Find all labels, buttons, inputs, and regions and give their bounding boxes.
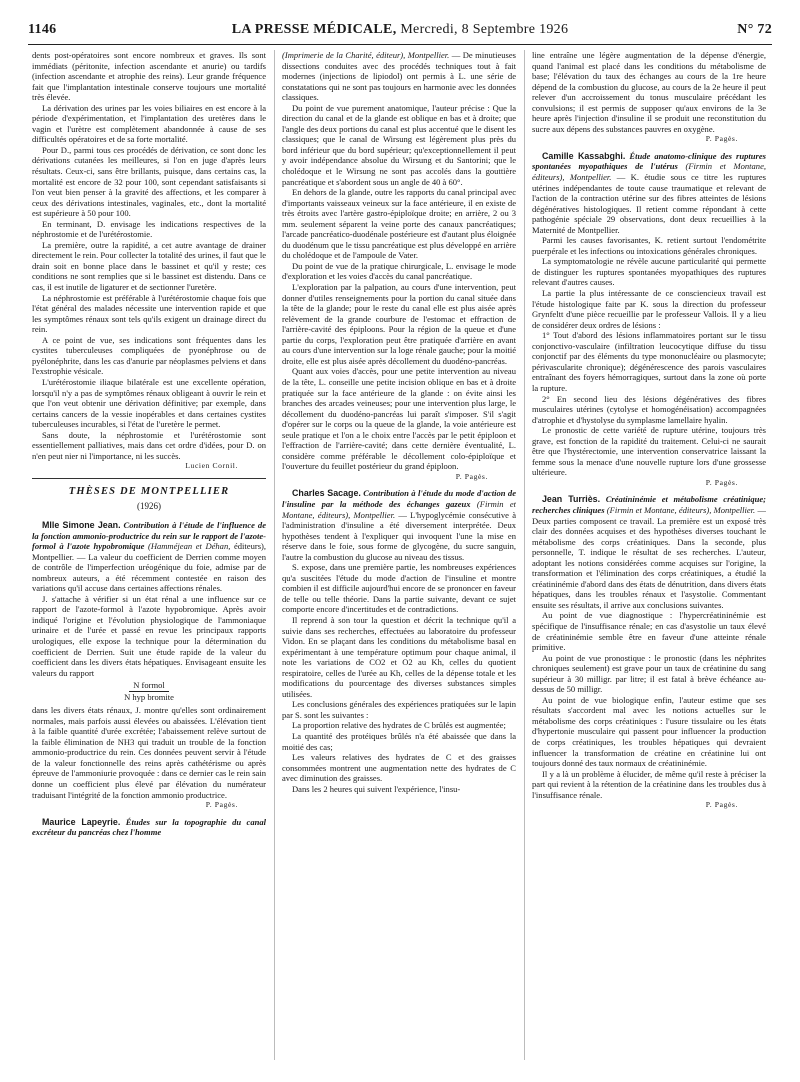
paragraph: Les conclusions générales des expériences pratiquées sur le lapin par S. sont les suivantes :: [282, 699, 516, 720]
paragraph: Au point de vue pronostique : le pronostic (dans les néphrites chroniques seulement) est grave pour un taux de créatinine du sang supérieur à 30 milligr. par litre; il est fatal à brève échéance au-dessus de 50 milligr.: [532, 652, 766, 695]
paragraph: La quantité des protéiques brûlés n'a été abaissée que dans la moitié des cas;: [282, 731, 516, 752]
thesis-publisher: (Imprimerie de la Charité, éditeur), Montpellier.: [282, 50, 450, 60]
header-rule: [28, 44, 772, 45]
thesis-entry: [32, 520, 266, 594]
paragraph: Il reprend à son tour la question et décrit la technique qu'il a suivie dans ses recherches, effectuées au laboratoire du professeur Vidon. En se plaçant dans les conditions du métabolisme basal en expérimentant à une température optimum pour chaque animal, il note les variations de CO2 et O2 au Kh, celles du quotient respiratoire, celles de l'urée au Kh, celles de la dépense totale et les modifications du pourcentage des diverses substances simples utilisées.: [282, 614, 516, 699]
column-right: [532, 50, 766, 1060]
thesis-author: Jean Turriès.: [542, 494, 601, 505]
thesis-author: Maurice Lapeyrie.: [42, 816, 121, 827]
issue-number: N° 72: [737, 22, 772, 37]
signature: P. Pagès.: [705, 134, 738, 144]
thesis-title: Créatininémie et métabolisme créatinique; recherches cliniques: [532, 494, 766, 515]
issue-date: Mercredi, 8 Septembre 1926: [400, 22, 569, 37]
column-middle: [282, 50, 516, 1060]
paragraph: L'exploration par la palpation, au cours d'une intervention, peut donner d'utiles renseignements pour la portion du canal située dans la tête de la glande; pour le reste du canal elle est plus aisée après relèvement de la grande courbure de l'estomac et effraction de l'arrière-cavité des épiploons. Pour la région de la queue et d'une partie du corps, l'exploration peut être pratiquée d'arrière en avant au cours d'une intervention sur la loge rénale gauche; pour la moitié droite, elle est plus aisée après décollement du duodéno-pancréas.: [282, 282, 516, 366]
paragraph: La partie la plus intéressante de ce consciencieux travail est l'étude histologique faite par K. sous la direction du professeur Grynfeltt d'une pièce recueillie par le professeur Vallois. Il y a lieu de considérer deux ordres de lésions :: [532, 288, 766, 330]
paragraph: Du point de vue purement anatomique, l'auteur précise : Que la direction du canal et de la glande est oblique en bas et à droite; que l'angle des deux portions du canal est plus accentué que le disent les classiques; que le canal de Wirsung est légèrement plus près du bord inférieur que du bord supérieur; qu'exceptionnellement il peut y avoir indépendance absolue du Wirsung et du Santorini; que le cholédoque et le Wirsung ne sont pas accolés dans la gouttière pancréatique et s'abordent sous un angle de 40 à 60°.: [282, 102, 516, 187]
running-header: [28, 22, 772, 40]
journal-title: LA PRESSE MÉDICALE,: [231, 22, 397, 37]
section-year: (1926): [137, 501, 161, 512]
paragraph: 2° En second lieu des lésions dégénératives des fibres musculaires utérines (cytolyse et homogénéisation) accompagnées d'atrophie et d'hystolyse du symplasme lamellaire hyalin.: [532, 393, 766, 425]
paragraph: 1° Tout d'abord des lésions inflammatoires portant sur le tissu conjonctivo-vasculaire (infiltration leucocytique diffuse du tissu conjonctif par des éléments du type mononucléaire ou plasmocyte; périvascularite chronique); dégénérescence des parois vasculaires entraînant des foyers hémorragiques, surtout dans la zone où porte la rupture.: [532, 330, 766, 393]
paragraph: Il y a là un problème à élucider, de même qu'il reste à préciser la part qui revient à la rétention de la créatinine dans les troubles dus à l'insuffisance rénale.: [532, 768, 766, 800]
thesis-entry: [32, 817, 266, 838]
thesis-publisher: (Firmin et Montane, éditeurs), Montpellier.: [532, 161, 766, 183]
signature: P. Pagès.: [705, 800, 738, 810]
signature: Lucien Cornil.: [185, 461, 238, 471]
thesis-summary: — K. étudie sous ce titre les ruptures utérines indépendantes de toute cause traumatique et relevant de l'action de la contraction utérine sur des fibres atteintes de lésions dégénératives histologiques. Il retient comme répondant à cette pathogénie spéciale 29 observations, dont deux recueillies à la Maternité de Montpellier.: [532, 172, 766, 235]
paragraph: La proportion relative des hydrates de C brûlés est augmentée;: [292, 720, 506, 731]
paragraph: La dérivation des urines par les voies biliaires en est encore à la période d'expérimentation, et l'implantation des uretères dans le vagin et l'urètre est complètement abandonnée à cause de ses difficultés opératoires et de sa forte mortalité.: [32, 102, 266, 145]
paragraph: line entraîne une légère augmentation de la dépense d'énergie, quand l'animal est placé dans les conditions du métabolisme de base; l'élévation du taux des échanges au cours de la 1re heure dépend de la combustion du glucose, au cours de la 2e heure il peut relever d'un accroissement du tonus musculaire précédant les convulsions; il est permis de supposer qu'aux environs de la 3e heure après l'injection d'insuline il se produit une reconstitution du sucre aux dépens des substances pauvres en oxygène.: [532, 50, 766, 134]
thesis-publisher-place: éditeurs), Montpellier.: [32, 541, 266, 562]
thesis-summary: — Deux parties composent ce travail. La première est un exposé très clair des données acquises et des hypothèses diverses touchant le métabolisme des corps créatiniques. Dans la seconde, plus personnelle, T. indique le résultat de ses recherches. L'auteur, adoptant les notions considérées comme acquises sur l'origine, la transformation et l'élimination des corps créatiniques, a étudié la créatininémie d'abord dans des états de dénutrition, dans divers états hépatiques, dans les troubles rénaux et l'asystolie. Commentant ensuite ses résultats, il arrive aux conclusions suivantes.: [532, 504, 766, 610]
thesis-author: Charles Sacage.: [292, 488, 361, 499]
column-divider: [524, 50, 525, 1060]
thesis-summary: — L'hypoglycémie consécutive à l'administration d'insuline a été diversement interprétée. Deux hypothèses tendent à l'expliquer qui invoquent l'une la mise en réserve dans le foie, sous forme de glycogène, du sucre sanguin, l'autre la combustion du glucose au niveau des tissus.: [282, 509, 516, 562]
thesis-summary: — La valeur du coefficient de Derrien comme moyen de contrôle de l'imperfection uréogénique du foie, admise par de nombreux auteurs, a été récemment contestée en raison des variations qu'il accuse dans certaines affections rénales.: [32, 551, 266, 594]
fraction-numerator: N formol: [129, 680, 169, 692]
signature: P. Pagès.: [705, 477, 738, 487]
paragraph: Quant aux voies d'accès, pour une petite intervention au niveau de la tête, L. conseille une petite incision oblique en bas et à droite pratiquée sur la face antérieure de la glande : on évite ainsi les branches des arcades veineuses; pour une intervention plus large, le décollement du duodéno-pancréas lui paraît s'imposer. S'il s'agit d'opérer sur le corps ou la queue de la glande, la voie antérieure est seule pratique et l'on a le choix entre l'accès par le petit épiploon et l'effraction de l'arrière-cavité; dans cette dernière éventualité, L. considère comme préférable le décollement colo-épiploïque et l'ouverture du feuillet postérieur du grand épiploon.: [282, 366, 516, 472]
thesis-publisher: (Firmin et Montane, éditeurs), Montpellier.: [282, 498, 516, 520]
thesis-author: Mlle Simone Jean.: [42, 519, 121, 530]
section-heading: THÈSES DE MONTPELLIER: [68, 485, 230, 497]
paragraph: A ce point de vue, ses indications sont fréquentes dans les cystites tuberculeuses compliquées de pyonéphrose ou de pyélonéphrite, dans les cas d'anurie par néoplasmes pelviens et dans l'exstrophie vésicale.: [32, 334, 266, 377]
paragraph: dans les divers états rénaux, J. montre qu'elles sont ordinairement normales, mais parfois aussi élevées ou abaissées. L'élévation tient à la faible quantité d'urée excrétée; l'abaissement relève surtout de la faible élimination de NH3 qui traduit un trouble de la fonction ammonio-productrice du rein. Ces données peuvent servir à l'étude de la valeur fonctionnelle des reins après cathétérisme ou après épreuve de l'ammoniurie provoquée : dans ce dernier cas le rein sain donne un coefficient plus élevé par élévation du numérateur traduisant l'intégrité de la fonction ammonio productrice.: [32, 705, 266, 800]
thesis-publisher: (Firmin et Montane, éditeurs), Montpellier.: [606, 504, 756, 515]
paragraph: Du point de vue de la pratique chirurgicale, L. envisage le mode d'exploration et les voies d'accès du canal pancréatique.: [282, 260, 516, 282]
formula-fraction: [32, 680, 266, 703]
thesis-entry-continued: [282, 50, 516, 103]
thesis-entry: [532, 494, 766, 610]
paragraph: dents post-opératoires sont encore nombreux et graves. Ils sont immédiats (péritonite, infection ascendante et anurie) ou tardifs (infection ascendante et atrophie des reins). Leur grande fréquence fait que l'implantation intestinale conserve toujours une mortalité très élevée.: [32, 50, 266, 103]
thesis-title: Études sur la topographie du canal excréteur du pancréas chez l'homme: [32, 816, 266, 838]
paragraph: Dans les 2 heures qui suivent l'expérience, l'insu-: [292, 783, 461, 794]
thesis-summary: — De minutieuses dissections conduites avec des procédés techniques tout à fait modernes (injections de lipiodol) ont permis à L. une série de constatations qui ne sont pas toujours en harmonie avec les données classiques.: [282, 50, 516, 103]
thesis-title: Contribution à l'étude du mode d'action de l'insuline par la méthode des échanges gazeux: [282, 488, 516, 509]
paragraph: En terminant, D. envisage les indications respectives de la néphrostomie et de l'urétérostomie.: [32, 218, 266, 240]
paragraph: La première, outre la rapidité, a cet autre avantage de drainer directement le rein. Pour collecter la totalité des urines, il faut que le drain soit en bonne place dans le bassinet et qu'il y reste; ces conditions ne sont remplies que si le bassinet est distendu. Dans ce cas, il est inutile de ligaturer et de sectionner l'uretère.: [32, 239, 266, 293]
paragraph: Pour D., parmi tous ces procédés de dérivation, ce sont donc les dérivations cutanées les meilleures, si l'on en juge d'après leurs résultats. Ceux-ci, sans être brillants, puisque, dans certains cas, la mortalité est encore de 32 pour 100, sont cependant satisfaisants si l'on veut bien penser à la gravité des affections, et les comparer à ceux des dérivations intestinales, vaginales, etc., dont la mortalité est supérieure à 50 pour 100.: [32, 144, 266, 219]
thesis-entry: [282, 488, 516, 562]
section-rule: [32, 478, 266, 479]
paragraph: La symptomatologie ne révèle aucune particularité qui permette de distinguer les ruptures spontanées myopathiques des ruptures relevant d'autres causes.: [532, 256, 766, 288]
paragraph: J. s'attache à vérifier si un état rénal a une influence sur ce rapport de l'azote-formol à l'azote hypobromique. Après avoir indiqué l'origine et l'évolution physiologique de l'ammoniaque urinaire et de l'urée et passé en revue les principaux rapports urologiques, elle expose la technique pour la détermination du coefficient de Derrien. Suit une étude rapide de la valeur du coefficient dans les divers états hépatiques. Envisageant ensuite les valeurs du rapport: [32, 593, 266, 678]
paragraph: La néphrostomie est préférable à l'urétérostomie chaque fois que l'état général des malades nécessite une intervention rapide et que les symptômes rénaux sont tels qu'ils exigent un drainage direct du rein.: [32, 292, 266, 335]
page-number: 1146: [28, 22, 57, 37]
thesis-title: Contribution à l'étude de l'influence de la fonction ammonio-productrice du rein sur le rapport de l'azote-formol à l'azote hypobromique: [32, 519, 266, 552]
signature: P. Pagès.: [205, 800, 238, 810]
thesis-publisher: (Hamméjean et Déhan,: [147, 541, 231, 552]
thesis-author: Camille Kassabghi.: [542, 150, 626, 161]
paragraph: Les valeurs relatives des hydrates de C et des graisses consommées montrent une augmentation nette des hydrates de C avec diminution des graisses.: [282, 752, 516, 784]
column-left: [32, 50, 266, 1060]
paragraph: En dehors de la glande, outre les rapports du canal principal avec d'importants vaisseaux veineux sur la face antérieure, il en existe de très étroits avec l'artère gastro-épiploïque droite; en arrière, 2 ou 3 mm. seulement séparent la veine porte des canaux pancréatiques; l'arcade pancréatico-duodénale postérieure est d'autant plus éloignée du duodénum que le tissu pancréatique est plus développé en arrière du cholédoque et de l'ampoule de Vater.: [282, 187, 516, 261]
fraction-denominator: N hyp bromite: [124, 692, 174, 703]
paragraph: Parmi les causes favorisantes, K. retient surtout l'endométrite puerpérale et les infections ou intoxications générales chroniques.: [532, 235, 766, 256]
paragraph: Au point de vue diagnostique : l'hypercréatininémie est spécifique de l'insuffisance rénale; en cas d'asystolie un taux élevé de créatininémie semble être en faveur d'une atteinte rénale primitive.: [532, 610, 766, 653]
paragraph: L'urétérostomie iliaque bilatérale est une excellente opération, lorsqu'il n'y a pas de symptômes rénaux obligeant à ouvrir le rein et que l'on veut obtenir une dérivation définitive; par exemple, dans certains cancers de la vessie inopérables et dans certaines cystites tuberculeuses incurables, si l'état de l'uretère le permet.: [32, 376, 266, 430]
signature: P. Pagès.: [455, 471, 488, 481]
paragraph: S. expose, dans une première partie, les nombreuses expériences qu'a suscitées l'étude du mode d'action de l'insuline et montre combien il est difficile aujourd'hui encore de se prononcer en faveur de telle ou telle théorie. Dans la partie suivante, devant ce sujet comporte encore d'incertitudes et de contradictions.: [282, 562, 516, 615]
thesis-title: Étude anatomo-clinique des ruptures spontanées myopathiques de l'utérus: [532, 150, 766, 172]
thesis-entry: [532, 151, 766, 235]
column-divider: [274, 50, 275, 1060]
paragraph: Au point de vue biologique enfin, l'auteur estime que ses résultats s'accordent mal avec les notions actuelles sur le métabolisme des corps créatiniques : l'usure tissulaire ou les états d'hypertonie musculaire qui passent pour influencer la production de corps créatiniques, les troubles hépatiques qui devraient influencer la transformation de créatine en créatinine lui ont toujours donné des taux normaux de créatininémie.: [532, 694, 766, 769]
journal-title-line: [28, 22, 772, 38]
paragraph: Sans doute, la néphrostomie et l'urétérostomie sont essentiellement palliatives, mais dans cet ordre d'idées, pour D. on n'en peut nier ni l'importance, ni les succès.: [32, 429, 266, 461]
paragraph: Le pronostic de cette variété de rupture utérine, toujours très grave, est fonction de la rapidité du traitement. Celui-ci ne saurait être que l'hystérectomie, une intervention conservatrice laissant la femme sous la menace d'une nouvelle rupture lors d'une grossesse ultérieure.: [532, 425, 766, 478]
